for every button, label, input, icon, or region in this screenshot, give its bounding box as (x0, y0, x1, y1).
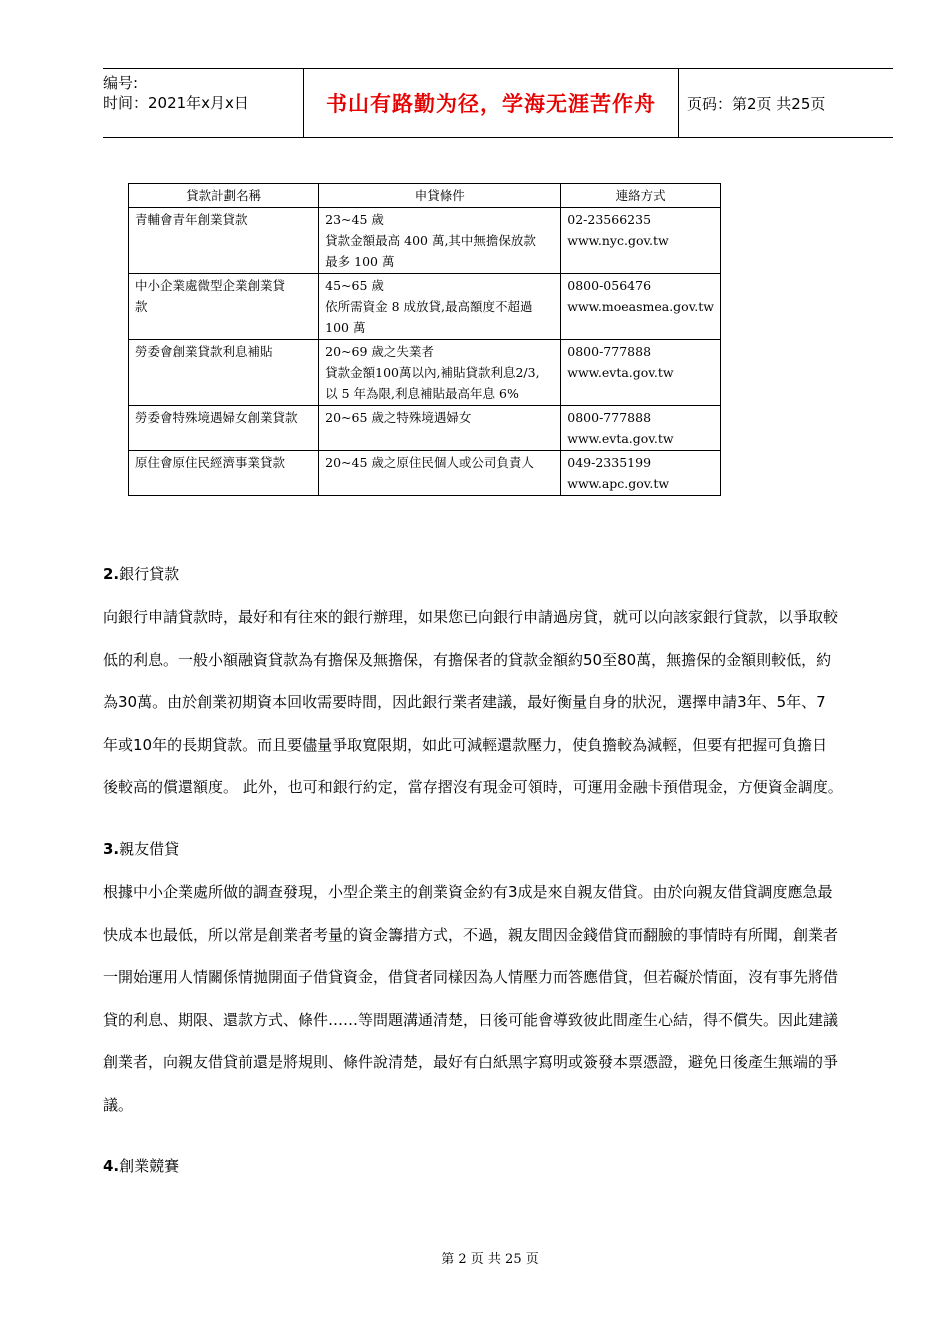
cell-line: 勞委會創業貸款利息補貼 (135, 344, 273, 359)
header-page-label: 页码：第2页 共25页 (687, 94, 826, 113)
page-header (103, 68, 893, 138)
cell-contact (561, 274, 721, 340)
header-motto: 书山有路勤为径，学海无涯苦作舟 (303, 69, 679, 137)
page-footer: 第 2 页 共 25 页 (441, 1252, 539, 1267)
cell-conditions (319, 274, 561, 340)
paragraph-line: 根據中小企業處所做的調查發現，小型企業主的創業資金約有3成是來自親友借貸。由於向親友借貸調度應急最 (103, 883, 833, 901)
section-heading-startup-competition (103, 1155, 179, 1176)
cell-line: 45~65 歲 (325, 278, 384, 293)
cell-line: 青輔會青年創業貸款 (135, 212, 248, 227)
paragraph-line: 年或10年的長期貸款。而且要儘量爭取寬限期，如此可減輕還款壓力，使負擔較為減輕，但要有把握可負擔日 (103, 735, 828, 754)
paragraph-bank-loan (103, 596, 893, 809)
section-title: 親友借貸 (119, 840, 180, 858)
cell-line: 23~45 歲 (325, 212, 384, 227)
cell-plan-name (129, 340, 319, 406)
cell-line: 20~45 歲之原住民個人或公司負責人 (325, 455, 534, 470)
cell-line: 0800-777888 (567, 344, 652, 359)
cell-conditions (319, 406, 561, 451)
cell-line: 貸款金額100萬以內,補貼貸款利息2/3, (325, 365, 540, 380)
cell-line: www.evta.gov.tw (567, 431, 674, 446)
cell-conditions (319, 451, 561, 496)
cell-plan-name (129, 208, 319, 274)
cell-contact (561, 208, 721, 274)
paragraph-line: 為30萬。由於創業初期資本回收需要時間，因此銀行業者建議，最好衡量自身的狀況，選擇申請3年、5年、7 (103, 693, 826, 711)
cell-line: 款 (135, 299, 148, 314)
paragraph-line: 快成本也最低，所以常是創業者考量的資金籌措方式，不過，親友間因金錢借貸而翻臉的事情時有所聞，創業者 (103, 925, 839, 944)
cell-line: 最多 100 萬 (325, 254, 395, 269)
cell-contact (561, 451, 721, 496)
cell-line: 依所需資金 8 成放貸,最高額度不超過 (325, 299, 533, 314)
table-row (129, 274, 721, 340)
column-header-contact: 連絡方式 (561, 184, 721, 208)
section-heading-family-loan (103, 838, 179, 859)
paragraph-family-loan (103, 871, 893, 1126)
cell-line: 100 萬 (325, 320, 366, 335)
section-number: 3. (103, 840, 120, 858)
cell-line: 貸款金額最高 400 萬,其中無擔保放款 (325, 233, 536, 248)
cell-plan-name (129, 274, 319, 340)
section-title: 創業競賽 (119, 1157, 180, 1175)
column-header-plan-name: 貸款計劃名稱 (129, 184, 319, 208)
cell-plan-name (129, 406, 319, 451)
cell-line: www.evta.gov.tw (567, 365, 674, 380)
paragraph-line: 議。 (103, 1095, 134, 1114)
cell-conditions (319, 340, 561, 406)
cell-line: www.moeasmea.gov.tw (567, 299, 714, 314)
code-label: 编号: (103, 74, 139, 92)
cell-line: 049-2335199 (567, 455, 652, 470)
cell-contact (561, 406, 721, 451)
cell-line: 勞委會特殊境遇婦女創業貸款 (135, 410, 298, 425)
cell-line: 02-23566235 (567, 212, 652, 227)
cell-line: 0800-056476 (567, 278, 652, 293)
paragraph-line: 向銀行申請貸款時，最好和有往來的銀行辦理，如果您已向銀行申請過房貸，就可以向該家銀行貸款，以爭取較 (103, 608, 839, 626)
table-row (129, 208, 721, 274)
section-number: 4. (103, 1157, 120, 1175)
table-row (129, 406, 721, 451)
section-number: 2. (103, 565, 120, 583)
section-heading-bank-loan (103, 563, 179, 584)
table-row (129, 451, 721, 496)
paragraph-line: 創業者，向親友借貸前還是將規則、條件說清楚，最好有白紙黑字寫明或簽發本票憑證，避免日後產生無端的爭 (103, 1053, 839, 1071)
section-title: 銀行貸款 (119, 565, 180, 583)
paragraph-line: 貸的利息、期限、還款方式、條件……等問題溝通清楚，日後可能會導致彼此間產生心結，得不償失。因此建議 (103, 1010, 839, 1029)
header-meta (103, 69, 303, 141)
cell-line: www.apc.gov.tw (567, 476, 670, 491)
cell-line: www.nyc.gov.tw (567, 233, 669, 248)
table-header-row (129, 184, 721, 208)
paragraph-line: 一開始運用人情關係情拋開面子借貸資金，借貸者同樣因為人情壓力而答應借貸，但若礙於情面，沒有事先將借 (103, 968, 839, 986)
column-header-conditions: 申貸條件 (319, 184, 561, 208)
cell-line: 以 5 年為限,利息補貼最高年息 6% (325, 386, 519, 401)
table-row (129, 340, 721, 406)
paragraph-line: 低的利息。一般小額融資貸款為有擔保及無擔保，有擔保者的貸款金額約50至80萬，無擔保的金額則較低，約 (103, 650, 832, 669)
cell-line: 原住會原住民經濟事業貸款 (135, 455, 286, 470)
cell-line: 0800-777888 (567, 410, 652, 425)
cell-line: 20~69 歲之失業者 (325, 344, 434, 359)
cell-line: 20~65 歲之特殊境遇婦女 (325, 410, 472, 425)
time-label: 时间：2021年x月x日 (103, 94, 249, 112)
cell-line: 中小企業處微型企業創業貸 (135, 278, 286, 293)
paragraph-line: 後較高的償還額度。 此外，也可和銀行約定，當存摺沒有現金可領時，可運用金融卡預借現金，方便資金調度。 (103, 778, 843, 796)
loan-plans-table (128, 183, 721, 496)
cell-plan-name (129, 451, 319, 496)
cell-contact (561, 340, 721, 406)
cell-conditions (319, 208, 561, 274)
